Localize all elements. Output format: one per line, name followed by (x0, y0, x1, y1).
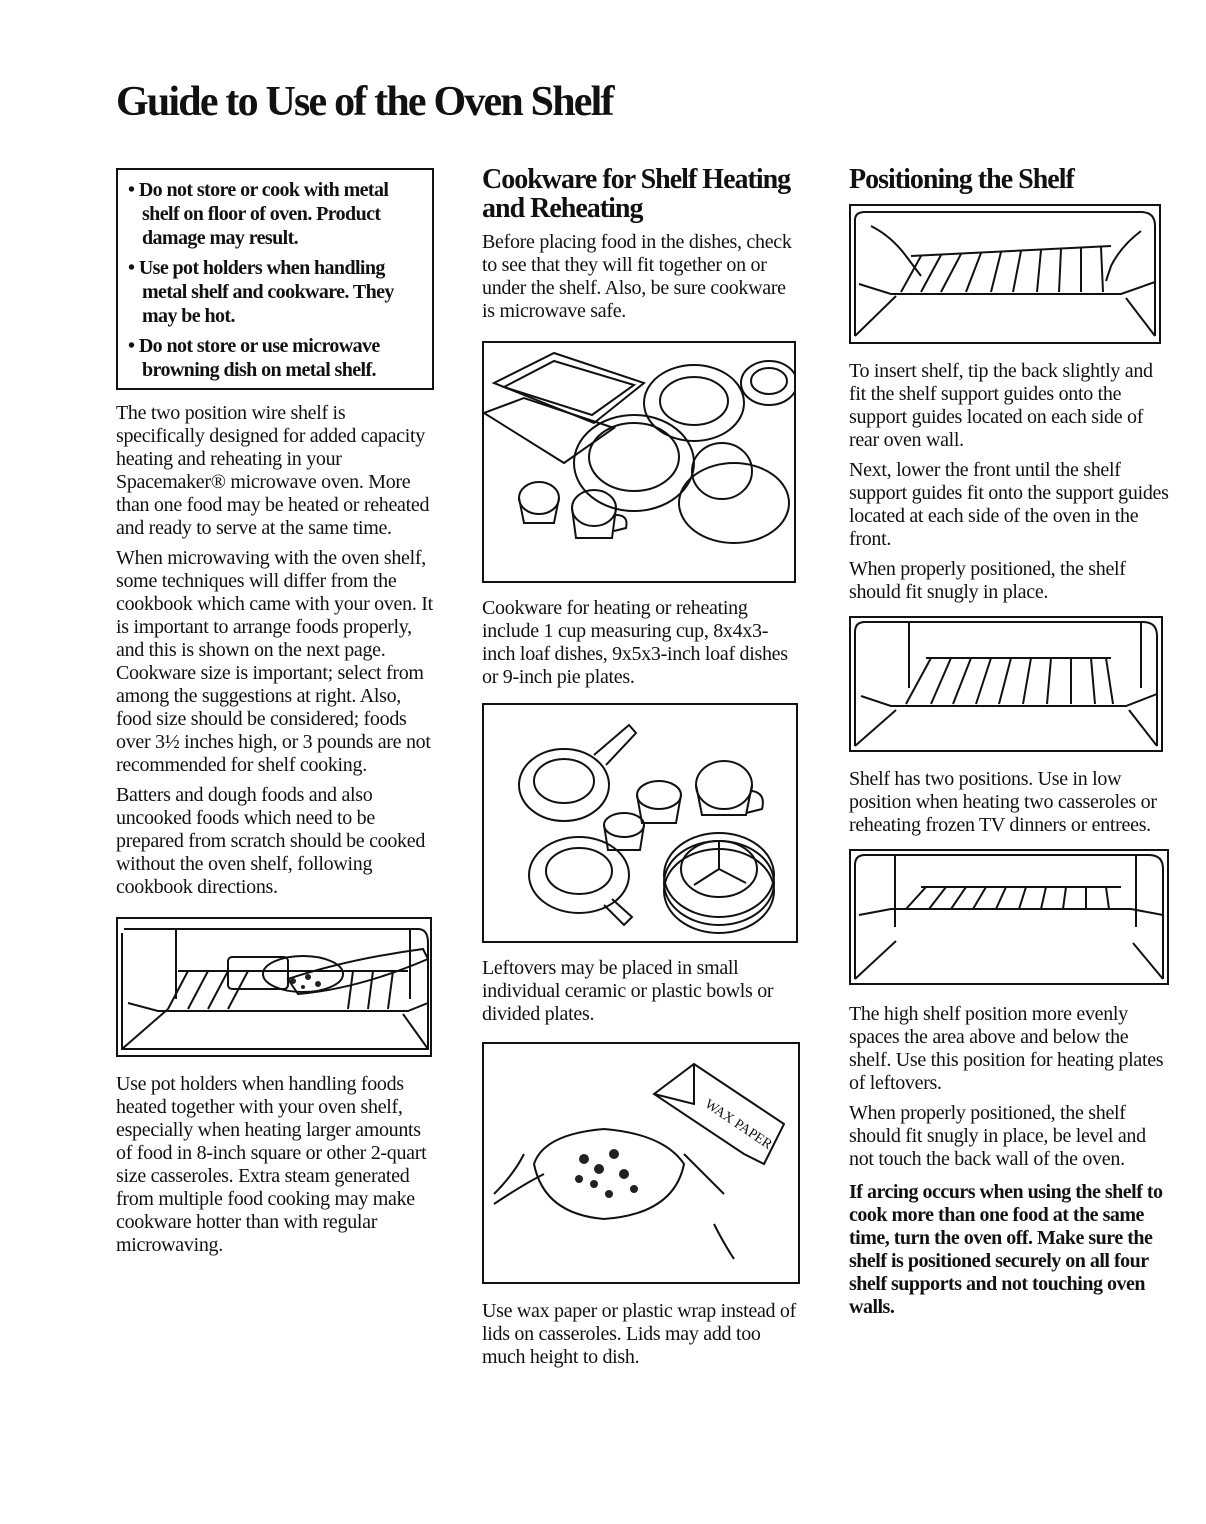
middle-column (482, 165, 800, 1376)
bowls-illustration (482, 703, 798, 943)
low-shelf-illustration (849, 616, 1163, 752)
wax-paper-label: WAX PAPER (701, 1096, 775, 1153)
warning-item: • Do not store or use microwave browning dish on metal shelf. (128, 335, 380, 381)
intro-paragraph: The two position wire shelf is specifically designed for added capacity heating and reheating in your Spacemaker® microwave oven. More than one food may be heated or reheated and ready to serve at the same time. (116, 402, 430, 539)
wax-paper-illustration (482, 1042, 800, 1284)
fit-paragraph: When properly positioned, the shelf should fit snugly in place. (849, 558, 1126, 603)
wax-paper-caption: Use wax paper or plastic wrap instead of lids on casseroles. Lids may add too much height to dish. (482, 1300, 796, 1368)
warning-item: • Use pot holders when handling metal shelf and cookware. They may be hot. (128, 257, 394, 327)
warning-box (116, 168, 434, 390)
right-column (849, 165, 1171, 1339)
page-title: Guide to Use of the Oven Shelf (116, 79, 613, 125)
high-shelf-illustration (849, 849, 1169, 985)
arcing-warning: If arcing occurs when using the shelf to cook more than one food at the same time, turn the oven off. Make sure the shelf is positioned securely on all four shelf supports and not touching oven walls. (849, 1181, 1163, 1318)
lower-paragraph: Next, lower the front until the shelf support guides fit onto the support guides located at each side of the oven in the front. (849, 459, 1169, 550)
warning-item: • Do not store or cook with metal shelf on floor of oven. Product damage may result. (128, 179, 389, 249)
cookware-caption: Cookware for heating or reheating include 1 cup measuring cup, 8x4x3-inch loaf dishes, 9x5x3-inch loaf dishes or 9-inch pie plates. (482, 597, 788, 688)
cookware-intro: Before placing food in the dishes, check to see that they will fit together on or under the shelf. Also, be sure cookware is microwave safe. (482, 231, 792, 322)
insert-paragraph: To insert shelf, tip the back slightly and fit the shelf support guides onto the support guides located on each side of rear oven wall. (849, 360, 1153, 451)
technique-paragraph: When microwaving with the oven shelf, some techniques will differ from the cookbook which came with your oven. It is important to arrange foods properly, and this is shown on the next page. Cookware size is important; select from among the suggestions at right. Also, food size should be considered; foods over 3½ inches high, or 3 pounds are not recommended for shelf cooking. (116, 547, 433, 776)
cookware-illustration (482, 341, 796, 583)
cookware-heading: Cookware for Shelf Heating and Reheating (482, 164, 791, 224)
batter-paragraph: Batters and dough foods and also uncooked foods which need to be prepared from scratch should be cooked without the oven shelf, following cookbook directions. (116, 784, 426, 898)
high-position-paragraph: The high shelf position more evenly spaces the area above and below the shelf. Use this position for heating plates of leftovers. (849, 1003, 1164, 1094)
pot-holder-paragraph: Use pot holders when handling foods heated together with your oven shelf, especially when heating larger amounts of food in 8-inch square or other 2-quart size casseroles. Extra steam generated from multiple food cooking may make cookware hotter than with regular microwaving. (116, 1073, 427, 1256)
two-positions-paragraph: Shelf has two positions. Use in low position when heating two casseroles or reheating frozen TV dinners or entrees. (849, 768, 1157, 836)
level-paragraph: When properly positioned, the shelf should fit snugly in place, be level and not touch the back wall of the oven. (849, 1102, 1146, 1170)
left-column (116, 165, 434, 1264)
hand-on-shelf-illustration (116, 917, 432, 1057)
positioning-heading: Positioning the Shelf (849, 164, 1074, 195)
insert-shelf-illustration (849, 204, 1161, 344)
leftovers-caption: Leftovers may be placed in small individual ceramic or plastic bowls or divided plates. (482, 957, 774, 1025)
